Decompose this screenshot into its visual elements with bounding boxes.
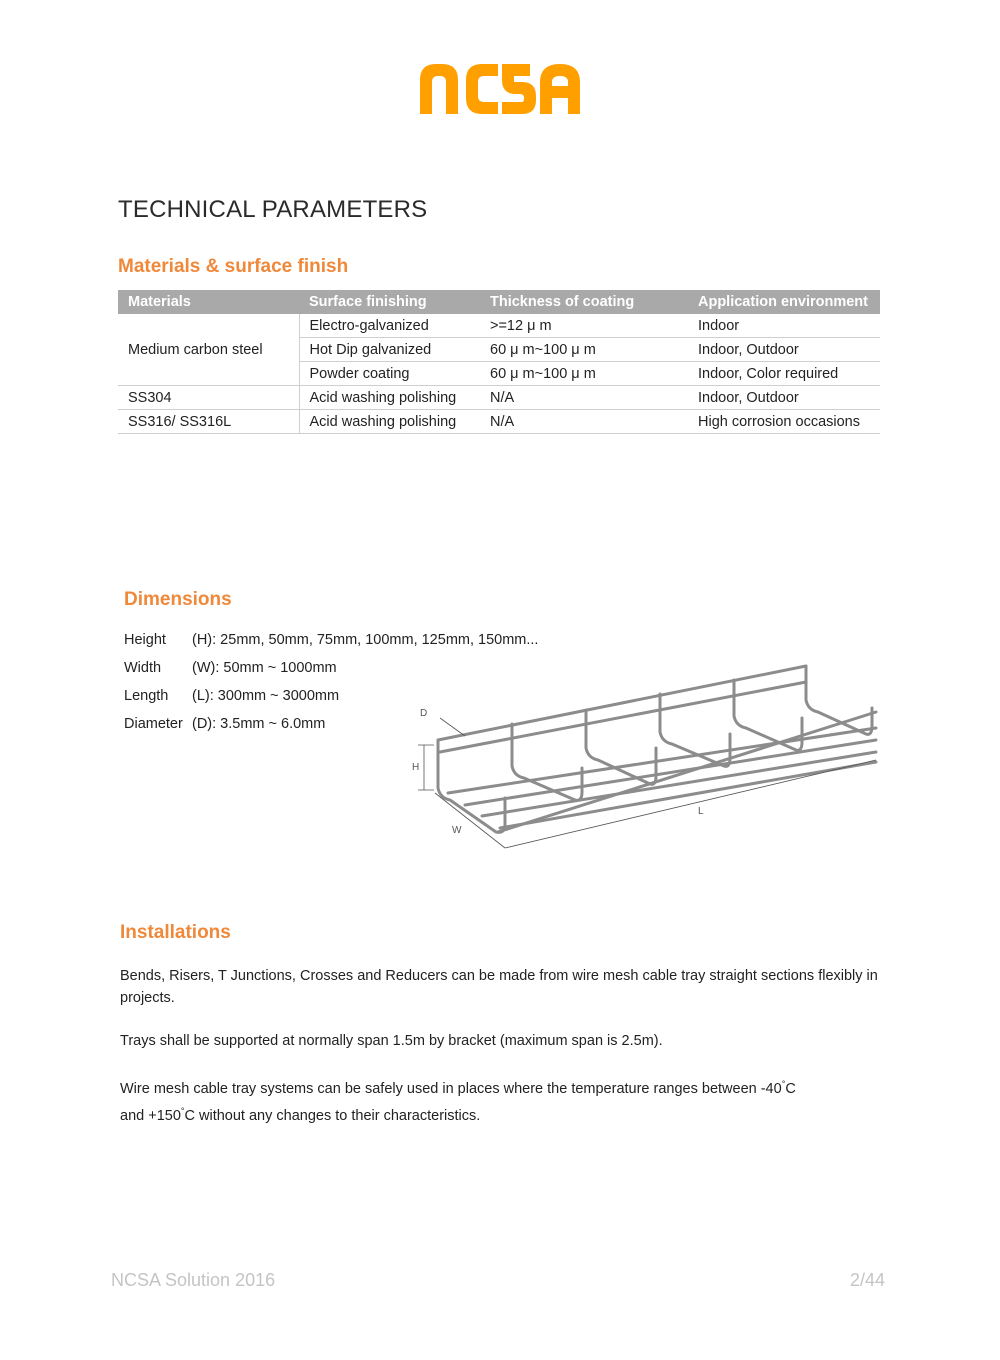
materials-table	[118, 290, 880, 434]
finish-cell: Hot Dip galvanized	[299, 338, 480, 362]
dimension-label: Diameter	[124, 716, 183, 732]
dimension-value: (W): 50mm ~ 1000mm	[192, 660, 337, 676]
environment-cell: Indoor	[688, 314, 880, 338]
thickness-cell: N/A	[480, 410, 688, 434]
material-cell: SS304	[118, 386, 299, 410]
page-title: TECHNICAL PARAMETERS	[118, 196, 428, 223]
thickness-cell: N/A	[480, 386, 688, 410]
thickness-cell: >=12 μ m	[480, 314, 688, 338]
environment-cell: Indoor, Color required	[688, 362, 880, 386]
thickness-cell: 60 μ m~100 μ m	[480, 362, 688, 386]
footer-left-text: NCSA Solution 2016	[111, 1270, 276, 1290]
figure-label-w: W	[452, 825, 462, 836]
header-thickness: Thickness of coating	[480, 290, 688, 314]
installations-paragraph-2: Trays shall be supported at normally span 1.5m by bracket (maximum span is 2.5m).	[120, 1033, 663, 1049]
installations-section-title: Installations	[120, 922, 231, 943]
table-row	[118, 386, 880, 410]
table-row	[118, 314, 880, 338]
figure-label-d: D	[420, 708, 428, 719]
header-environment: Application environment	[688, 290, 880, 314]
dimension-value: (D): 3.5mm ~ 6.0mm	[192, 716, 326, 732]
dimension-label: Width	[124, 660, 162, 676]
header-materials: Materials	[118, 290, 299, 314]
environment-cell: Indoor, Outdoor	[688, 386, 880, 410]
dimension-value: (H): 25mm, 50mm, 75mm, 100mm, 125mm, 150mm...	[192, 632, 539, 648]
materials-section-title: Materials & surface finish	[118, 256, 349, 277]
dimension-label: Height	[124, 632, 166, 648]
table-header-row	[118, 290, 880, 314]
page-number: 2/44	[850, 1270, 886, 1290]
material-cell: SS316/ SS316L	[118, 410, 299, 434]
finish-cell: Acid washing polishing	[299, 410, 480, 434]
environment-cell: High corrosion occasions	[688, 410, 880, 434]
figure-label-l: L	[698, 806, 704, 817]
thickness-cell: 60 μ m~100 μ m	[480, 338, 688, 362]
figure-label-h: H	[412, 762, 420, 773]
dimensions-section-title: Dimensions	[124, 589, 232, 610]
table-row	[118, 410, 880, 434]
wire-mesh-tray-illustration	[410, 648, 890, 863]
finish-cell: Powder coating	[299, 362, 480, 386]
material-cell: Medium carbon steel	[118, 314, 299, 386]
installations-paragraph-1: Bends, Risers, T Junctions, Crosses and Reducers can be made from wire mesh cable tray straight sections flexibly in projects.	[120, 968, 878, 1006]
finish-cell: Acid washing polishing	[299, 386, 480, 410]
dimension-value: (L): 300mm ~ 3000mm	[192, 688, 340, 704]
finish-cell: Electro-galvanized	[299, 314, 480, 338]
installations-paragraph-3: Wire mesh cable tray systems can be safely used in places where the temperature ranges between -40°C and +150°C without any changes to their characteristics.	[120, 1079, 796, 1124]
ncsa-logo	[418, 58, 582, 114]
header-surface-finishing: Surface finishing	[299, 290, 480, 314]
environment-cell: Indoor, Outdoor	[688, 338, 880, 362]
dimension-label: Length	[124, 688, 169, 704]
